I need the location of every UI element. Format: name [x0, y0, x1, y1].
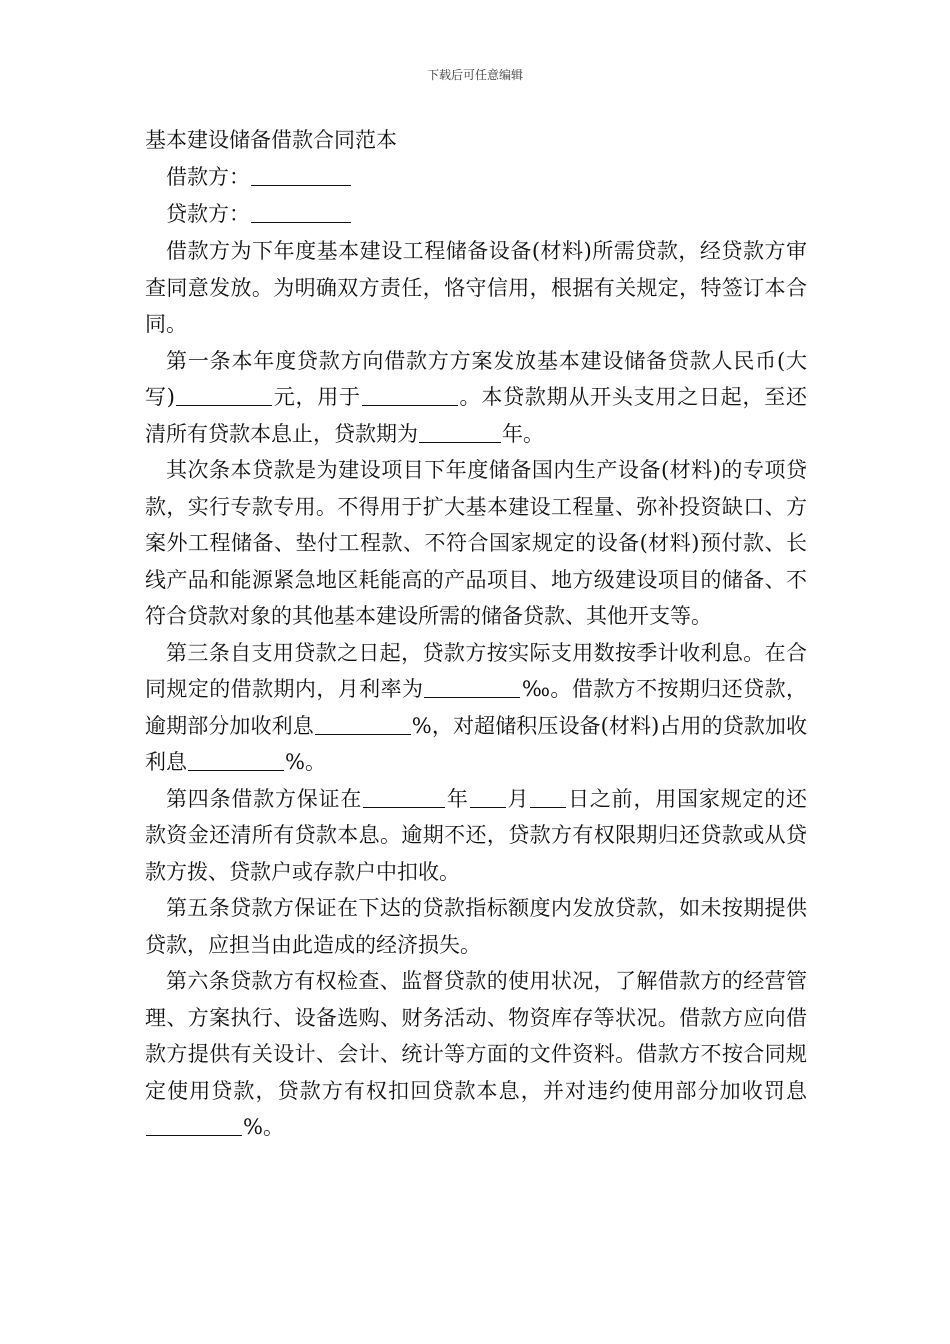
loan-purpose-blank: [362, 383, 458, 406]
article-3-text-1: 第三条自支用贷款之日起，贷款方按实际支用数按季计收利息。在合同规定的借款期内，月利率为: [145, 640, 807, 701]
intro-paragraph: 借款方为下年度基本建设工程储备设备(材料)所需贷款，经贷款方审查同意发放。为明确双方责任，恪守信用，根据有关规定，特签订本合同。: [145, 239, 807, 336]
article-1-text-4: 年。: [502, 421, 544, 446]
article-4-text-2: 年: [446, 786, 469, 811]
repay-year-blank: [363, 785, 445, 808]
penalty-interest-blank: [146, 1113, 242, 1136]
lender-line: [145, 196, 807, 233]
borrower-label: 借款方：: [166, 165, 250, 189]
borrower-blank: [251, 163, 351, 186]
article-3-text-3: %，对超储积压设备(材料)占用的贷款加收利息: [145, 713, 808, 774]
borrower-line: [145, 159, 807, 196]
article-3-text-2: ‰。借款方不按期归还贷款，逾期部分加收利息: [145, 677, 807, 738]
article-1-text-1: 第一条本年度贷款方向借款方方案发放基本建设储备贷款人民币(大写): [145, 348, 807, 409]
article-6-text-2: %。: [243, 1115, 284, 1139]
repay-day-blank: [530, 785, 566, 808]
article-4-text-3: 月: [506, 786, 530, 811]
article-6: [145, 963, 807, 1146]
article-3: [145, 635, 807, 781]
article-1-text-3: 。本贷款期从开头支用之日起，至还清所有贷款本息止，贷款期为: [145, 385, 808, 446]
article-5: 第五条贷款方保证在下达的贷款指标额度内发放贷款，如未按期提供贷款，应担当由此造成的经济损失。: [145, 896, 807, 957]
page-header-note: 下载后可任意编辑: [426, 68, 523, 82]
article-3-text-4: %。: [285, 750, 326, 774]
article-1: [145, 343, 807, 453]
article-4-text-1: 第四条借款方保证在: [166, 786, 363, 811]
lender-blank: [251, 200, 351, 223]
contract-document: [145, 122, 807, 1146]
overdue-interest-blank: [315, 712, 411, 735]
document-title: 基本建设储备借款合同范本: [145, 128, 397, 152]
article-2: 其次条本贷款是为建设项目下年度储备国内生产设备(材料)的专项贷款，实行专款专用。不得用于扩大基本建设工程量、弥补投资缺口、方案外工程储备、垫付工程款、不符合国家规定的设备(材料)预付款、长线产品和能源紧急地区耗能高的产品项目、地方级建设项目的储备、不符合贷款对象的其他基本建设所需的储备贷款、其他开支等。: [145, 458, 807, 628]
repay-month-blank: [470, 785, 506, 808]
monthly-rate-blank: [424, 675, 520, 698]
loan-term-blank: [419, 420, 501, 443]
article-4: [145, 781, 807, 891]
article-4-text-4: 日之前，用国家规定的还款资金还清所有贷款本息。逾期不还，贷款方有权限期归还贷款或从贷款方拨、贷款户或存款户中扣收。: [145, 786, 808, 884]
article-6-text-1: 第六条贷款方有权检查、监督贷款的使用状况，了解借款方的经营管理、方案执行、设备选购、财务活动、物资库存等状况。借款方应向借款方提供有关设计、会计、统计等方面的文件资料。借款方不按合同规定使用贷款，贷款方有权扣回贷款本息，并对违约使用部分加收罚息: [145, 969, 807, 1103]
overstock-interest-blank: [188, 748, 284, 771]
loan-amount-blank: [176, 383, 272, 406]
lender-label: 贷款方：: [166, 202, 250, 226]
article-1-text-2: 元，用于: [272, 385, 361, 409]
